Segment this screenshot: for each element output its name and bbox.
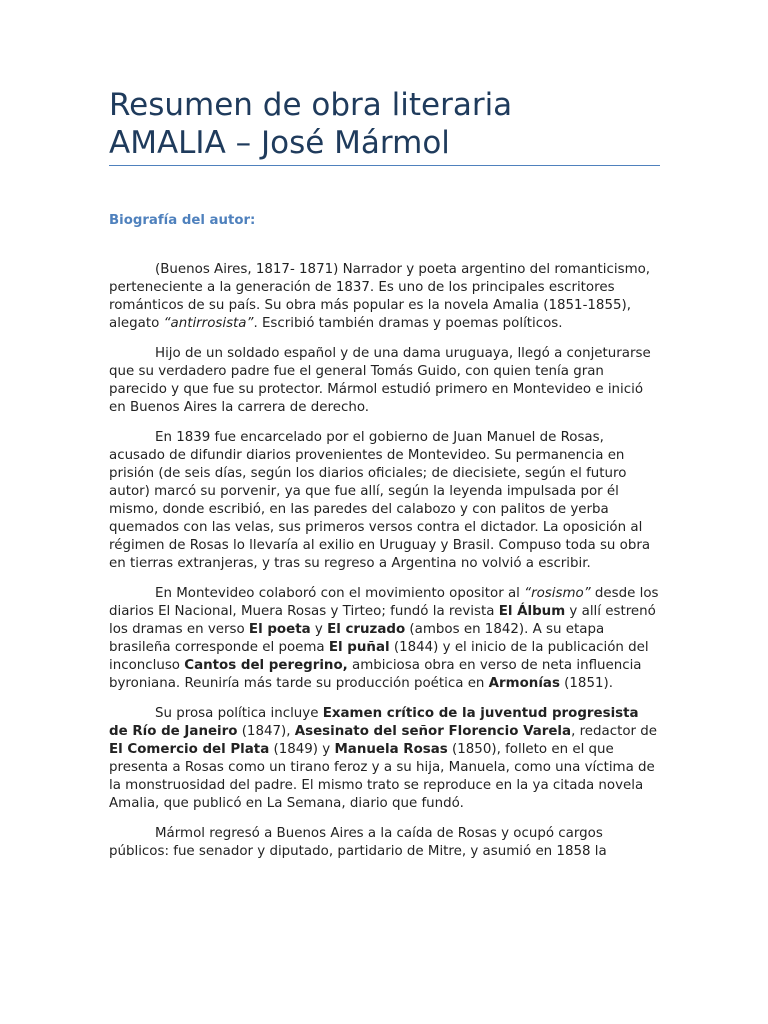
paragraph-1-text-c: . Escribió también dramas y poemas políticos. <box>253 316 563 331</box>
title-line-1: Resumen de obra literaria <box>109 87 513 123</box>
paragraph-6: Mármol regresó a Buenos Aires a la caída de Rosas y ocupó cargos públicos: fue senador y diputado, partidario de Mitre, y asumió en 1858 la <box>109 826 607 859</box>
paragraph-4-text-k: (1844) y el inicio de la publicación del inconcluso <box>109 640 649 673</box>
page-title <box>109 86 669 162</box>
paragraph-4-text-c: desde los diarios El Nacional, Muera Rosas y Tirteo; fundó la revista <box>109 586 659 619</box>
document-body <box>109 261 661 873</box>
paragraph-5-text-i: (1850), folleto en el que presenta a Rosas como un tirano feroz y a su hija, Manuela, como una víctima de la monstruosidad del padre. El mismo trato se reproduce en la ya citada novela Amalia, que publicó en La Semana, diario que fundó. <box>109 742 655 811</box>
paragraph-1 <box>109 261 661 333</box>
paragraph-4-text-g: y <box>310 622 328 637</box>
paragraph-4-bold-album: El Álbum <box>498 604 566 619</box>
paragraph-4-italic: “rosismo” <box>524 586 591 601</box>
paragraph-5-bold-manuela: Manuela Rosas <box>334 742 448 757</box>
paragraph-4 <box>109 585 661 693</box>
paragraph-4-bold-punal: El puñal <box>328 640 390 655</box>
paragraph-5-bold-examen: Examen crítico de la juventud progresista de Río de Janeiro <box>109 706 639 739</box>
paragraph-5-text-a: Su prosa política incluye <box>155 706 323 721</box>
paragraph-4-text-o: (1851). <box>559 676 613 691</box>
section-heading-biography: Biografía del autor: <box>109 213 256 228</box>
paragraph-5 <box>109 705 661 813</box>
paragraph-1-italic: “antirrosista” <box>163 316 254 331</box>
paragraph-4-bold-poeta: El poeta <box>248 622 311 637</box>
paragraph-4-bold-cantos: Cantos del peregrino, <box>184 658 348 673</box>
paragraph-4-text-a: En Montevideo colaboró con el movimiento opositor al <box>155 586 525 601</box>
paragraph-4-text-m: ambiciosa obra en verso de neta influencia byroniana. Reuniría más tarde su producción poética en <box>109 658 642 691</box>
paragraph-4-bold-cruzado: El cruzado <box>327 622 406 637</box>
paragraph-1-text-a: (Buenos Aires, 1817- 1871) Narrador y poeta argentino del romanticismo, perteneciente a la generación de 1837. Es uno de los principales escritores románticos de su país. Su obra más popular es la novela Amalia (1851-1855), alegato <box>109 262 651 331</box>
title-divider <box>109 165 660 166</box>
title-line-2: AMALIA – José Mármol <box>109 125 450 161</box>
paragraph-3: En 1839 fue encarcelado por el gobierno de Juan Manuel de Rosas, acusado de difundir diarios provenientes de Montevideo. Su permanencia en prisión (de seis días, según los diarios oficiales; de diecisiete, según el futuro autor) marcó su porvenir, ya que fue allí, según la leyenda impulsada por él mismo, donde escribió, en las paredes del calabozo y con palitos de yerba quemados con las velas, sus primeros versos contra el dictador. La oposición al régimen de Rosas lo llevaría al exilio en Uruguay y Brasil. Compuso toda su obra en tierras extranjeras, y tras su regreso a Argentina no volvió a escribir. <box>109 430 651 571</box>
paragraph-4-bold-armonias: Armonías <box>488 676 560 691</box>
paragraph-2: Hijo de un soldado español y de una dama uruguaya, llegó a conjeturarse que su verdadero padre fue el general Tomás Guido, con quien tenía gran parecido y que fue su protector. Mármol estudió primero en Montevideo e inició en Buenos Aires la carrera de derecho. <box>109 346 651 415</box>
paragraph-5-bold-comercio: El Comercio del Plata <box>109 742 270 757</box>
paragraph-5-text-g: (1849) y <box>269 742 335 757</box>
paragraph-4-text-e: y allí estrenó los dramas en verso <box>109 604 656 637</box>
paragraph-5-bold-asesinato: Asesinato del señor Florencio Varela <box>294 724 572 739</box>
paragraph-4-text-i: (ambos en 1842). A su etapa brasileña corresponde el poema <box>109 622 605 655</box>
paragraph-5-text-c: (1847), <box>237 724 295 739</box>
paragraph-5-text-e: , redactor de <box>571 724 658 739</box>
